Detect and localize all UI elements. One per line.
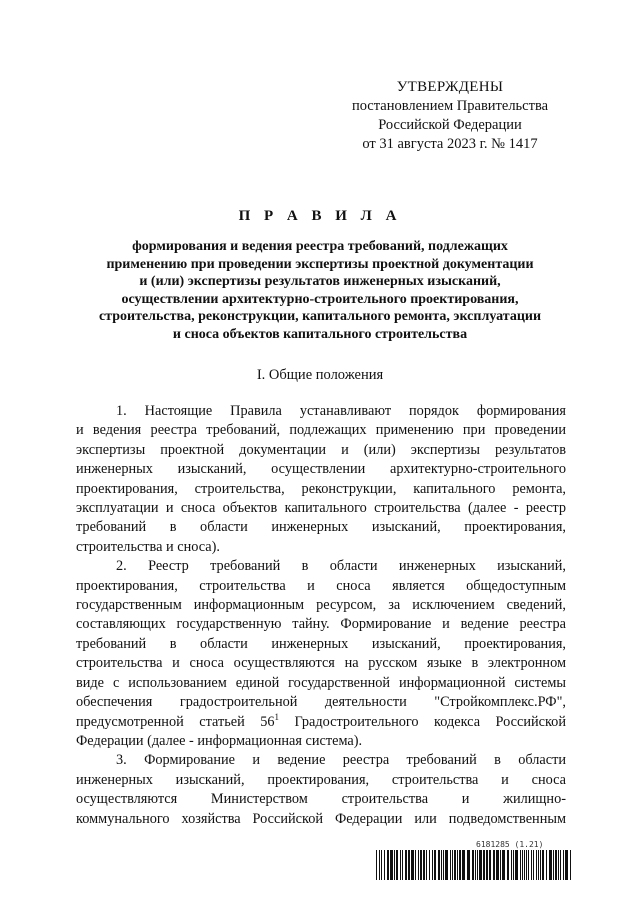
paragraph-line: 1. Настоящие Правила устанавливают порядок формирования bbox=[116, 403, 566, 419]
approval-date: от 31 августа 2023 г. № 1417 bbox=[362, 136, 538, 152]
statute-reference: предусмотренной статьей 56 bbox=[76, 713, 275, 730]
paragraph-line: проектирования, строительства и сноса является общедоступным bbox=[76, 577, 566, 594]
paragraph-line: осуществляются Министерством строительства и жилищно- bbox=[76, 791, 566, 808]
subtitle-line: формирования и ведения реестра требований, подлежащих bbox=[132, 239, 508, 254]
paragraph-line: инженерных изысканий, осуществлении архитектурно-строительного bbox=[76, 461, 566, 478]
paragraph-line: 2. Реестр требований в области инженерных изысканий, bbox=[116, 558, 566, 575]
paragraph-line: экспертизы проектной документации и (или) экспертизы результатов bbox=[76, 441, 566, 458]
subtitle-line: и (или) экспертизы результатов инженерных изысканий, bbox=[139, 274, 501, 290]
statute-superscript: 1 bbox=[274, 711, 280, 722]
document-body bbox=[76, 402, 566, 829]
approval-line: постановлением Правительства bbox=[351, 98, 549, 114]
paragraph-line: строительства и сноса). bbox=[76, 538, 220, 555]
approval-block bbox=[330, 78, 570, 154]
paragraph-line: 3. Формирование и ведение реестра требований в области bbox=[116, 752, 566, 769]
approval-heading: УТВЕРЖДЕНЫ bbox=[396, 79, 504, 95]
paragraph-3 bbox=[76, 751, 566, 829]
subtitle-line: и сноса объектов капитального строительства bbox=[172, 326, 468, 342]
approval-line: Российской Федерации bbox=[378, 117, 522, 133]
paragraph-line: требований в области инженерных изысканий, проектирования, bbox=[76, 519, 566, 536]
paragraph-line: обеспечения градостроительной деятельности "Стройкомплекс.РФ", bbox=[76, 694, 566, 711]
paragraph-line: требований в области инженерных изысканий, проектирования, bbox=[76, 635, 566, 652]
section-heading: I. Общие положения bbox=[256, 367, 384, 383]
document-title: П Р А В И Л А bbox=[238, 208, 402, 224]
paragraph-line bbox=[76, 713, 566, 732]
document-subtitle bbox=[70, 238, 570, 344]
paragraph-line: Федерации (далее - информационная система). bbox=[76, 732, 363, 749]
paragraph-line: проектирования, строительства, реконструкции, капитального ремонта, bbox=[76, 480, 566, 497]
paragraph-line: эксплуатации и сноса объектов капитального строительства (далее - реестр bbox=[76, 500, 566, 517]
paragraph-2 bbox=[76, 557, 566, 751]
subtitle-line: применению при проведении экспертизы проектной документации bbox=[106, 256, 534, 272]
paragraph-line: составляющих государственную тайну. Формирование и ведение реестра bbox=[76, 616, 566, 633]
paragraph-line: виде с использованием единой государственной информационной системы bbox=[76, 674, 566, 691]
paragraph-line: государственным информационным ресурсом, за исключением сведений, bbox=[76, 597, 566, 614]
barcode-image bbox=[376, 850, 572, 880]
paragraph-line: и ведения реестра требований, подлежащих применению при проведении bbox=[76, 422, 566, 439]
document-code: 6181285 (1.21) bbox=[476, 840, 544, 849]
statute-reference-rest: Градостроительного кодекса Российской bbox=[279, 713, 566, 730]
paragraph-1 bbox=[76, 402, 566, 557]
paragraph-line: коммунального хозяйства Российской Федерации или подведомственным bbox=[76, 810, 566, 827]
paragraph-line: инженерных изысканий, проектирования, строительства и сноса bbox=[76, 771, 566, 788]
subtitle-line: строительства, реконструкции, капитального ремонта, эксплуатации bbox=[98, 309, 542, 325]
paragraph-line: строительства и сноса осуществляются на русском языке в электронном bbox=[76, 655, 566, 672]
subtitle-line: осуществлении архитектурно-строительного проектирования, bbox=[121, 291, 519, 307]
